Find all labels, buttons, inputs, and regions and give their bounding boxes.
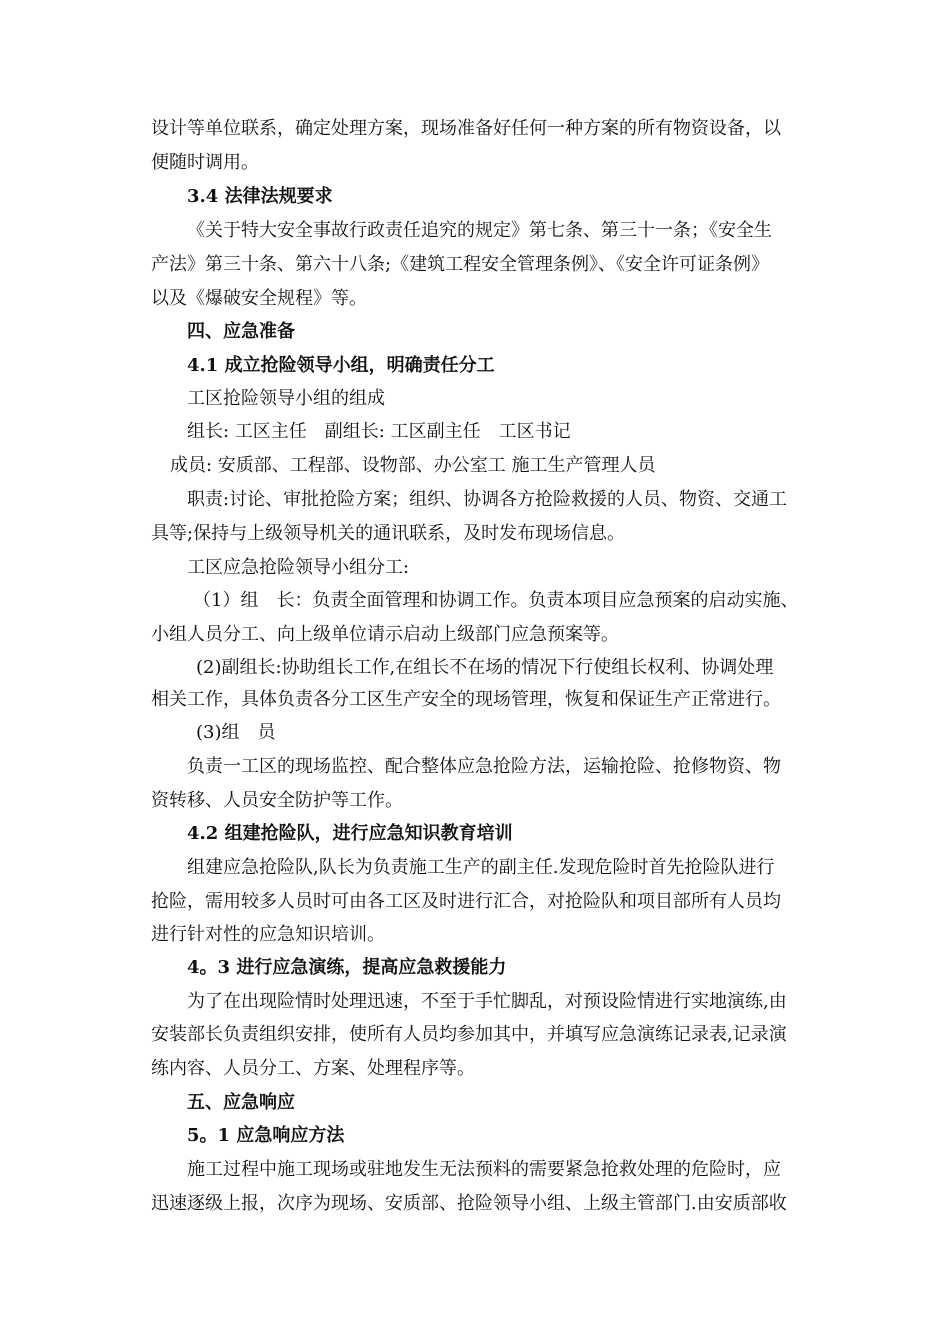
section-heading-5-1: 5。1 应急响应方法 [187, 1125, 345, 1146]
body-text-line: （1）组 长：负责全面管理和协调工作。负责本项目应急预案的启动实施、 [193, 590, 799, 611]
body-text-line: 资转移、人员安全防护等工作。 [151, 790, 403, 811]
body-text-line: 相关工作，具体负责各分工区生产安全的现场管理，恢复和保证生产正常进行。 [151, 689, 781, 710]
body-text-line: 以及《爆破安全规程》等。 [151, 288, 367, 309]
body-text-line: 便随时调用。 [151, 152, 259, 173]
body-text-line: 为了在出现险情时处理迅速，不至于手忙脚乱，对预设险情进行实地演练,由 [187, 991, 787, 1012]
body-text-line: 职责:讨论、审批抢险方案；组织、协调各方抢险救援的人员、物资、交通工 [187, 489, 788, 510]
body-text-line: 成员: 安质部、工程部、设物部、办公室工 施工生产管理人员 [170, 455, 656, 476]
body-text-line: 进行针对性的应急知识培训。 [151, 924, 385, 945]
body-text-line: 工区应急抢险领导小组分工: [187, 557, 410, 578]
chapter-heading-4: 四、应急准备 [187, 321, 295, 342]
body-text-line: 设计等单位联系，确定处理方案，现场准备好任何一种方案的所有物资设备，以 [151, 118, 781, 139]
body-text-line: 迅速逐级上报，次序为现场、安质部、抢险领导小组、上级主管部门.由安质部收 [151, 1193, 787, 1214]
body-text-line: 小组人员分工、向上级单位请示启动上级部门应急预案等。 [151, 624, 619, 645]
body-text-line: 抢险，需用较多人员时可由各工区及时进行汇合，对抢险队和项目部所有人员均 [151, 891, 781, 912]
body-text-line: 组建应急抢险队,队长为负责施工生产的副主任.发现危险时首先抢险队进行 [187, 857, 775, 878]
body-text-line: (3)组 员 [196, 722, 276, 743]
body-text-line: 具等;保持与上级领导机关的通讯联系，及时发布现场信息。 [151, 523, 626, 544]
section-heading-4-1: 4.1 成立抢险领导小组，明确责任分工 [187, 355, 495, 376]
body-text-line: 负责一工区的现场监控、配合整体应急抢险方法，运输抢险、抢修物资、物 [187, 756, 781, 777]
body-text-line: 组长: 工区主任 副组长: 工区副主任 工区书记 [187, 421, 571, 442]
body-text-line: 施工过程中施工现场或驻地发生无法预料的需要紧急抢救处理的危险时，应 [187, 1159, 781, 1180]
body-text-line: (2)副组长:协助组长工作,在组长不在场的情况下行使组长权利、协调处理 [196, 657, 774, 678]
body-text-line: 工区抢险领导小组的组成 [187, 388, 385, 409]
section-heading-4-3: 4。3 进行应急演练，提高应急救援能力 [187, 957, 507, 978]
body-text-line: 安装部长负责组织安排，使所有人员均参加其中，并填写应急演练记录表,记录演 [151, 1024, 787, 1045]
body-text-line: 产法》第三十条、第六十八条;《建筑工程安全管理条例》、《安全许可证条例》 [151, 254, 770, 275]
section-heading-4-2: 4.2 组建抢险队，进行应急知识教育培训 [187, 823, 513, 844]
section-heading-3-4: 3.4 法律法规要求 [187, 186, 333, 207]
chapter-heading-5: 五、应急响应 [187, 1092, 295, 1113]
body-text-line: 练内容、人员分工、方案、处理程序等。 [151, 1058, 475, 1079]
body-text-line: 《关于特大安全事故行政责任追究的规定》第七条、第三十一条；《安全生 [187, 220, 772, 241]
